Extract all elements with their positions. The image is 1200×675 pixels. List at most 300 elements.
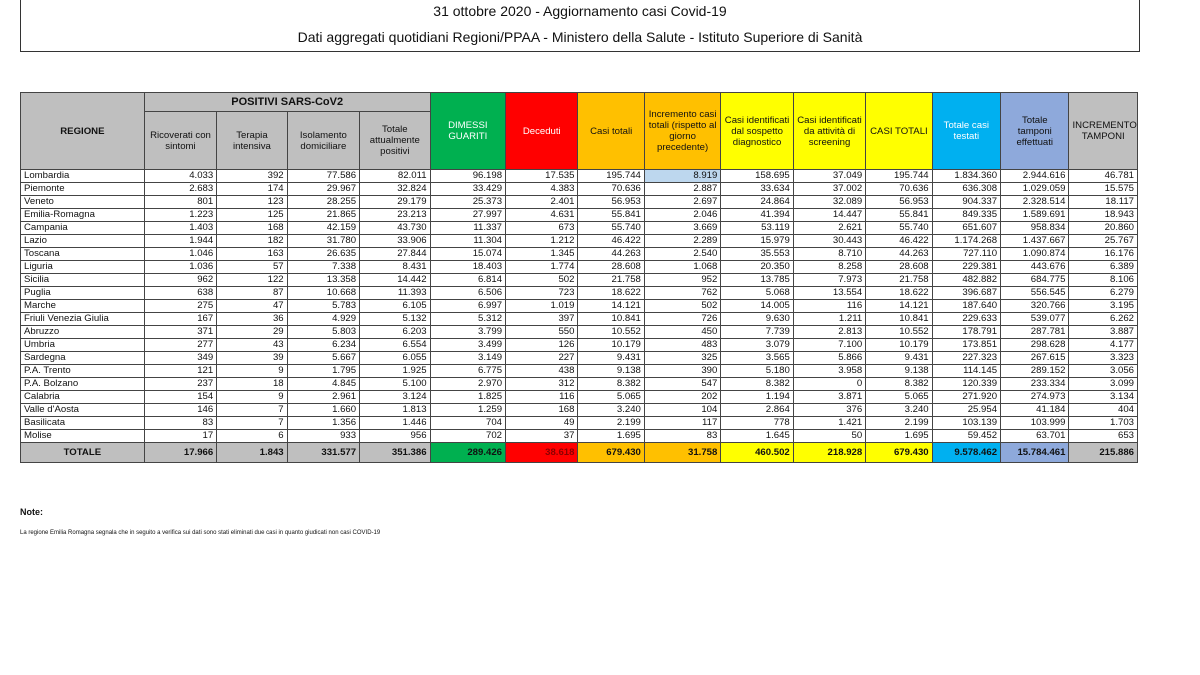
table-cell: 56.953: [578, 196, 644, 209]
table-cell: 29.967: [287, 183, 359, 196]
table-cell: 168: [506, 404, 578, 417]
table-cell: 96.198: [430, 170, 505, 183]
table-cell: 55.841: [866, 209, 932, 222]
table-cell: 673: [506, 222, 578, 235]
table-cell: 18.117: [1069, 196, 1138, 209]
table-row: [21, 287, 1138, 300]
total-cell: 218.928: [793, 443, 865, 463]
table-cell: 1.174.268: [932, 235, 1000, 248]
col-header-ricoverati: Ricoverati con sintomi: [144, 112, 216, 170]
table-cell: 122: [217, 274, 287, 287]
table-cell: 237: [144, 378, 216, 391]
row-region-name: Marche: [21, 300, 145, 313]
table-cell: 229.381: [932, 261, 1000, 274]
total-label: TOTALE: [21, 443, 145, 463]
table-cell: 2.887: [644, 183, 720, 196]
table-cell: 30.443: [793, 235, 865, 248]
table-cell: 29.179: [360, 196, 430, 209]
table-cell: 1.660: [287, 404, 359, 417]
table-cell: 46.422: [866, 235, 932, 248]
table-row: [21, 404, 1138, 417]
table-cell: 5.667: [287, 352, 359, 365]
table-cell: 2.289: [644, 235, 720, 248]
table-cell: 952: [644, 274, 720, 287]
col-header-incremento-casi: Incremento casi totali (rispetto al giorno precedente): [644, 93, 720, 170]
table-cell: 9: [217, 365, 287, 378]
table-cell: 9.630: [721, 313, 793, 326]
table-cell: 10.668: [287, 287, 359, 300]
table-cell: 778: [721, 417, 793, 430]
table-cell: 126: [506, 339, 578, 352]
col-header-dimessi: DIMESSI GUARITI: [430, 93, 505, 170]
row-region-name: Basilicata: [21, 417, 145, 430]
table-cell: 1.645: [721, 430, 793, 443]
table-row: [21, 417, 1138, 430]
table-cell: 178.791: [932, 326, 1000, 339]
table-cell: 15.575: [1069, 183, 1138, 196]
table-cell: 46.781: [1069, 170, 1138, 183]
row-region-name: P.A. Bolzano: [21, 378, 145, 391]
table-cell: 195.744: [866, 170, 932, 183]
row-region-name: Umbria: [21, 339, 145, 352]
col-header-deceduti: Deceduti: [506, 93, 578, 170]
table-cell: 1.774: [506, 261, 578, 274]
table-cell: 87: [217, 287, 287, 300]
table-cell: 50: [793, 430, 865, 443]
table-row: [21, 313, 1138, 326]
row-region-name: Valle d'Aosta: [21, 404, 145, 417]
table-cell: 450: [644, 326, 720, 339]
total-cell: 215.886: [1069, 443, 1138, 463]
table-cell: 229.633: [932, 313, 1000, 326]
table-cell: 7: [217, 404, 287, 417]
table-cell: 33.634: [721, 183, 793, 196]
table-cell: 3.124: [360, 391, 430, 404]
table-cell: 15.979: [721, 235, 793, 248]
table-cell: 8.710: [793, 248, 865, 261]
table-cell: 801: [144, 196, 216, 209]
notes-text: La regione Emilia Romagna segnala che in seguito a verifica sui dati sono stati eliminati due casi in quanto giudicati non casi COVID-19: [20, 530, 381, 536]
page-subtitle: Dati aggregati quotidiani Regioni/PPAA - Ministero della Salute - Istituto Superiore di Sanità: [297, 29, 863, 45]
table-cell: 41.394: [721, 209, 793, 222]
table-cell: 21.865: [287, 209, 359, 222]
col-header-casi-testati: Totale casi testati: [932, 93, 1000, 170]
table-row: [21, 326, 1138, 339]
table-cell: 4.631: [506, 209, 578, 222]
table-cell: 10.179: [578, 339, 644, 352]
row-region-name: Veneto: [21, 196, 145, 209]
table-cell: 125: [217, 209, 287, 222]
table-cell: 9.138: [578, 365, 644, 378]
table-cell: 123: [217, 196, 287, 209]
table-cell: 933: [287, 430, 359, 443]
table-cell: 6.234: [287, 339, 359, 352]
table-cell: 55.841: [578, 209, 644, 222]
table-cell: 57: [217, 261, 287, 274]
table-cell: 5.068: [721, 287, 793, 300]
table-row: [21, 274, 1138, 287]
table-cell: 23.213: [360, 209, 430, 222]
table-cell: 6.389: [1069, 261, 1138, 274]
row-region-name: Sicilia: [21, 274, 145, 287]
table-cell: 4.383: [506, 183, 578, 196]
table-cell: 1.421: [793, 417, 865, 430]
table-cell: 227.323: [932, 352, 1000, 365]
table-cell: 5.065: [578, 391, 644, 404]
table-cell: 39: [217, 352, 287, 365]
table-cell: 2.621: [793, 222, 865, 235]
table-cell: 28.608: [866, 261, 932, 274]
table-cell: 5.312: [430, 313, 505, 326]
table-cell: 8.919: [644, 170, 720, 183]
table-cell: 762: [644, 287, 720, 300]
table-cell: 2.199: [578, 417, 644, 430]
table-cell: 195.744: [578, 170, 644, 183]
table-cell: 904.337: [932, 196, 1000, 209]
table-cell: 8.431: [360, 261, 430, 274]
table-row: [21, 365, 1138, 378]
row-region-name: Piemonte: [21, 183, 145, 196]
table-cell: 14.121: [866, 300, 932, 313]
table-cell: 1.090.874: [1001, 248, 1069, 261]
table-cell: 3.079: [721, 339, 793, 352]
table-cell: 7: [217, 417, 287, 430]
table-row: [21, 196, 1138, 209]
table-cell: 1.925: [360, 365, 430, 378]
col-header-terapia-intensiva: Terapia intensiva: [217, 112, 287, 170]
table-cell: 202: [644, 391, 720, 404]
row-region-name: P.A. Trento: [21, 365, 145, 378]
table-cell: 404: [1069, 404, 1138, 417]
table-cell: 44.263: [866, 248, 932, 261]
table-cell: 10.552: [578, 326, 644, 339]
table-cell: 227: [506, 352, 578, 365]
table-cell: 6: [217, 430, 287, 443]
col-header-casi-totali: Casi totali: [578, 93, 644, 170]
col-header-screening: Casi identificati da attività di screening: [793, 93, 865, 170]
table-cell: 10.841: [866, 313, 932, 326]
table-cell: 1.825: [430, 391, 505, 404]
page-title: 31 ottobre 2020 - Aggiornamento casi Covid-19: [433, 3, 727, 19]
table-cell: 174: [217, 183, 287, 196]
table-cell: 8.258: [793, 261, 865, 274]
table-cell: 6.262: [1069, 313, 1138, 326]
table-cell: 1.345: [506, 248, 578, 261]
table-cell: 483: [644, 339, 720, 352]
table-cell: 3.323: [1069, 352, 1138, 365]
table-cell: 287.781: [1001, 326, 1069, 339]
table-cell: 704: [430, 417, 505, 430]
table-cell: 1.068: [644, 261, 720, 274]
table-cell: 2.328.514: [1001, 196, 1069, 209]
table-row: [21, 378, 1138, 391]
table-cell: 53.119: [721, 222, 793, 235]
total-cell: 1.843: [217, 443, 287, 463]
table-cell: 2.401: [506, 196, 578, 209]
table-cell: 63.701: [1001, 430, 1069, 443]
table-cell: 1.834.360: [932, 170, 1000, 183]
table-row: [21, 261, 1138, 274]
table-cell: 18.943: [1069, 209, 1138, 222]
table-cell: 962: [144, 274, 216, 287]
table-cell: 103.999: [1001, 417, 1069, 430]
table-cell: 539.077: [1001, 313, 1069, 326]
table-cell: 2.540: [644, 248, 720, 261]
table-cell: 5.803: [287, 326, 359, 339]
total-cell: 679.430: [866, 443, 932, 463]
table-cell: 59.452: [932, 430, 1000, 443]
table-cell: 325: [644, 352, 720, 365]
table-cell: 29: [217, 326, 287, 339]
table-cell: 6.775: [430, 365, 505, 378]
table-cell: 25.954: [932, 404, 1000, 417]
table-cell: 24.864: [721, 196, 793, 209]
table-cell: 16.176: [1069, 248, 1138, 261]
table-cell: 320.766: [1001, 300, 1069, 313]
total-cell: 38.618: [506, 443, 578, 463]
table-cell: 121: [144, 365, 216, 378]
table-cell: 117: [644, 417, 720, 430]
table-cell: 638: [144, 287, 216, 300]
table-cell: 13.785: [721, 274, 793, 287]
group-header-positivi: POSITIVI SARS-CoV2: [144, 93, 430, 112]
table-cell: 6.997: [430, 300, 505, 313]
table-cell: 277: [144, 339, 216, 352]
table-cell: 167: [144, 313, 216, 326]
table-cell: 8.382: [721, 378, 793, 391]
table-cell: 27.997: [430, 209, 505, 222]
table-cell: 116: [506, 391, 578, 404]
table-cell: 2.970: [430, 378, 505, 391]
table-cell: 55.740: [578, 222, 644, 235]
table-cell: 1.437.667: [1001, 235, 1069, 248]
table-cell: 274.973: [1001, 391, 1069, 404]
table-cell: 187.640: [932, 300, 1000, 313]
table-cell: 44.263: [578, 248, 644, 261]
table-cell: 550: [506, 326, 578, 339]
table-cell: 11.337: [430, 222, 505, 235]
total-cell: 351.386: [360, 443, 430, 463]
table-cell: 9.138: [866, 365, 932, 378]
table-cell: 27.844: [360, 248, 430, 261]
table-cell: 8.382: [578, 378, 644, 391]
table-cell: 32.824: [360, 183, 430, 196]
table-cell: 18.622: [578, 287, 644, 300]
table-cell: 1.446: [360, 417, 430, 430]
table-cell: 35.553: [721, 248, 793, 261]
table-cell: 233.334: [1001, 378, 1069, 391]
table-cell: 1.589.691: [1001, 209, 1069, 222]
table-cell: 7.100: [793, 339, 865, 352]
table-cell: 3.799: [430, 326, 505, 339]
table-cell: 146: [144, 404, 216, 417]
table-cell: 20.350: [721, 261, 793, 274]
table-cell: 5.783: [287, 300, 359, 313]
table-row: [21, 222, 1138, 235]
table-row: [21, 352, 1138, 365]
table-cell: 502: [506, 274, 578, 287]
table-cell: 103.139: [932, 417, 1000, 430]
table-cell: 956: [360, 430, 430, 443]
table-cell: 25.767: [1069, 235, 1138, 248]
table-row: [21, 248, 1138, 261]
table-cell: 1.695: [578, 430, 644, 443]
row-region-name: Friuli Venezia Giulia: [21, 313, 145, 326]
table-cell: 6.279: [1069, 287, 1138, 300]
table-cell: 5.180: [721, 365, 793, 378]
table-cell: 275: [144, 300, 216, 313]
col-header-sospetto-diagnostico: Casi identificati dal sospetto diagnostico: [721, 93, 793, 170]
table-cell: 397: [506, 313, 578, 326]
table-cell: 9.431: [866, 352, 932, 365]
table-cell: 43: [217, 339, 287, 352]
table-cell: 168: [217, 222, 287, 235]
table-cell: 2.813: [793, 326, 865, 339]
table-row: [21, 391, 1138, 404]
table-cell: 20.860: [1069, 222, 1138, 235]
table-cell: 17: [144, 430, 216, 443]
table-cell: 3.669: [644, 222, 720, 235]
table-cell: 6.203: [360, 326, 430, 339]
table-cell: 10.179: [866, 339, 932, 352]
table-cell: 727.110: [932, 248, 1000, 261]
table-cell: 1.211: [793, 313, 865, 326]
table-cell: 116: [793, 300, 865, 313]
table-cell: 443.676: [1001, 261, 1069, 274]
row-region-name: Liguria: [21, 261, 145, 274]
table-cell: 482.882: [932, 274, 1000, 287]
table-cell: 37.049: [793, 170, 865, 183]
table-cell: 36: [217, 313, 287, 326]
table-cell: 1.813: [360, 404, 430, 417]
table-cell: 55.740: [866, 222, 932, 235]
table-row: [21, 183, 1138, 196]
table-cell: 6.105: [360, 300, 430, 313]
col-header-incremento-tamponi: INCREMENTO TAMPONI: [1069, 93, 1138, 170]
table-cell: 684.775: [1001, 274, 1069, 287]
table-cell: 7.338: [287, 261, 359, 274]
table-row: [21, 339, 1138, 352]
table-cell: 2.683: [144, 183, 216, 196]
table-cell: 182: [217, 235, 287, 248]
table-cell: 11.393: [360, 287, 430, 300]
table-cell: 723: [506, 287, 578, 300]
table-cell: 28.608: [578, 261, 644, 274]
table-cell: 390: [644, 365, 720, 378]
total-cell: 15.784.461: [1001, 443, 1069, 463]
table-cell: 49: [506, 417, 578, 430]
row-region-name: Lombardia: [21, 170, 145, 183]
col-header-casi-totali-2: CASI TOTALI: [866, 93, 932, 170]
row-region-name: Calabria: [21, 391, 145, 404]
row-region-name: Lazio: [21, 235, 145, 248]
table-cell: 25.373: [430, 196, 505, 209]
total-cell: 331.577: [287, 443, 359, 463]
table-cell: 6.554: [360, 339, 430, 352]
table-cell: 396.687: [932, 287, 1000, 300]
table-cell: 10.841: [578, 313, 644, 326]
table-cell: 2.864: [721, 404, 793, 417]
table-cell: 14.447: [793, 209, 865, 222]
total-cell: 31.758: [644, 443, 720, 463]
table-cell: 5.100: [360, 378, 430, 391]
table-cell: 70.636: [578, 183, 644, 196]
table-cell: 312: [506, 378, 578, 391]
table-cell: 702: [430, 430, 505, 443]
table-cell: 1.403: [144, 222, 216, 235]
table-cell: 7.739: [721, 326, 793, 339]
total-row: [21, 443, 1138, 463]
table-cell: 556.545: [1001, 287, 1069, 300]
table-cell: 438: [506, 365, 578, 378]
table-cell: 21.758: [866, 274, 932, 287]
table-cell: 349: [144, 352, 216, 365]
col-header-isolamento: Isolamento domiciliare: [287, 112, 359, 170]
table-row: [21, 235, 1138, 248]
row-region-name: Abruzzo: [21, 326, 145, 339]
row-region-name: Emilia-Romagna: [21, 209, 145, 222]
table-cell: 8.106: [1069, 274, 1138, 287]
table-cell: 1.036: [144, 261, 216, 274]
table-cell: 47: [217, 300, 287, 313]
table-cell: 2.961: [287, 391, 359, 404]
table-cell: 958.834: [1001, 222, 1069, 235]
report-header: [20, 0, 1140, 52]
table-body: [21, 170, 1138, 463]
table-cell: 10.552: [866, 326, 932, 339]
table-cell: 1.795: [287, 365, 359, 378]
table-cell: 0: [793, 378, 865, 391]
table-cell: 9.431: [578, 352, 644, 365]
table-cell: 46.422: [578, 235, 644, 248]
table-cell: 289.152: [1001, 365, 1069, 378]
row-region-name: Puglia: [21, 287, 145, 300]
table-cell: 163: [217, 248, 287, 261]
total-cell: 460.502: [721, 443, 793, 463]
table-cell: 371: [144, 326, 216, 339]
table-cell: 3.240: [578, 404, 644, 417]
table-cell: 1.046: [144, 248, 216, 261]
table-cell: 83: [644, 430, 720, 443]
table-cell: 376: [793, 404, 865, 417]
table-cell: 1.194: [721, 391, 793, 404]
table-cell: 14.121: [578, 300, 644, 313]
table-cell: 31.780: [287, 235, 359, 248]
table-cell: 42.159: [287, 222, 359, 235]
table-cell: 3.565: [721, 352, 793, 365]
table-cell: 158.695: [721, 170, 793, 183]
table-cell: 9: [217, 391, 287, 404]
table-cell: 173.851: [932, 339, 1000, 352]
covid-data-table: [20, 92, 1138, 463]
table-row: [21, 300, 1138, 313]
table-cell: 33.429: [430, 183, 505, 196]
table-cell: 6.506: [430, 287, 505, 300]
table-cell: 37: [506, 430, 578, 443]
table-cell: 1.356: [287, 417, 359, 430]
table-cell: 32.089: [793, 196, 865, 209]
table-cell: 1.695: [866, 430, 932, 443]
table-cell: 392: [217, 170, 287, 183]
table-cell: 120.339: [932, 378, 1000, 391]
total-cell: 679.430: [578, 443, 644, 463]
row-region-name: Sardegna: [21, 352, 145, 365]
table-cell: 18: [217, 378, 287, 391]
table-row: [21, 430, 1138, 443]
table-cell: 3.134: [1069, 391, 1138, 404]
table-cell: 502: [644, 300, 720, 313]
table-cell: 298.628: [1001, 339, 1069, 352]
